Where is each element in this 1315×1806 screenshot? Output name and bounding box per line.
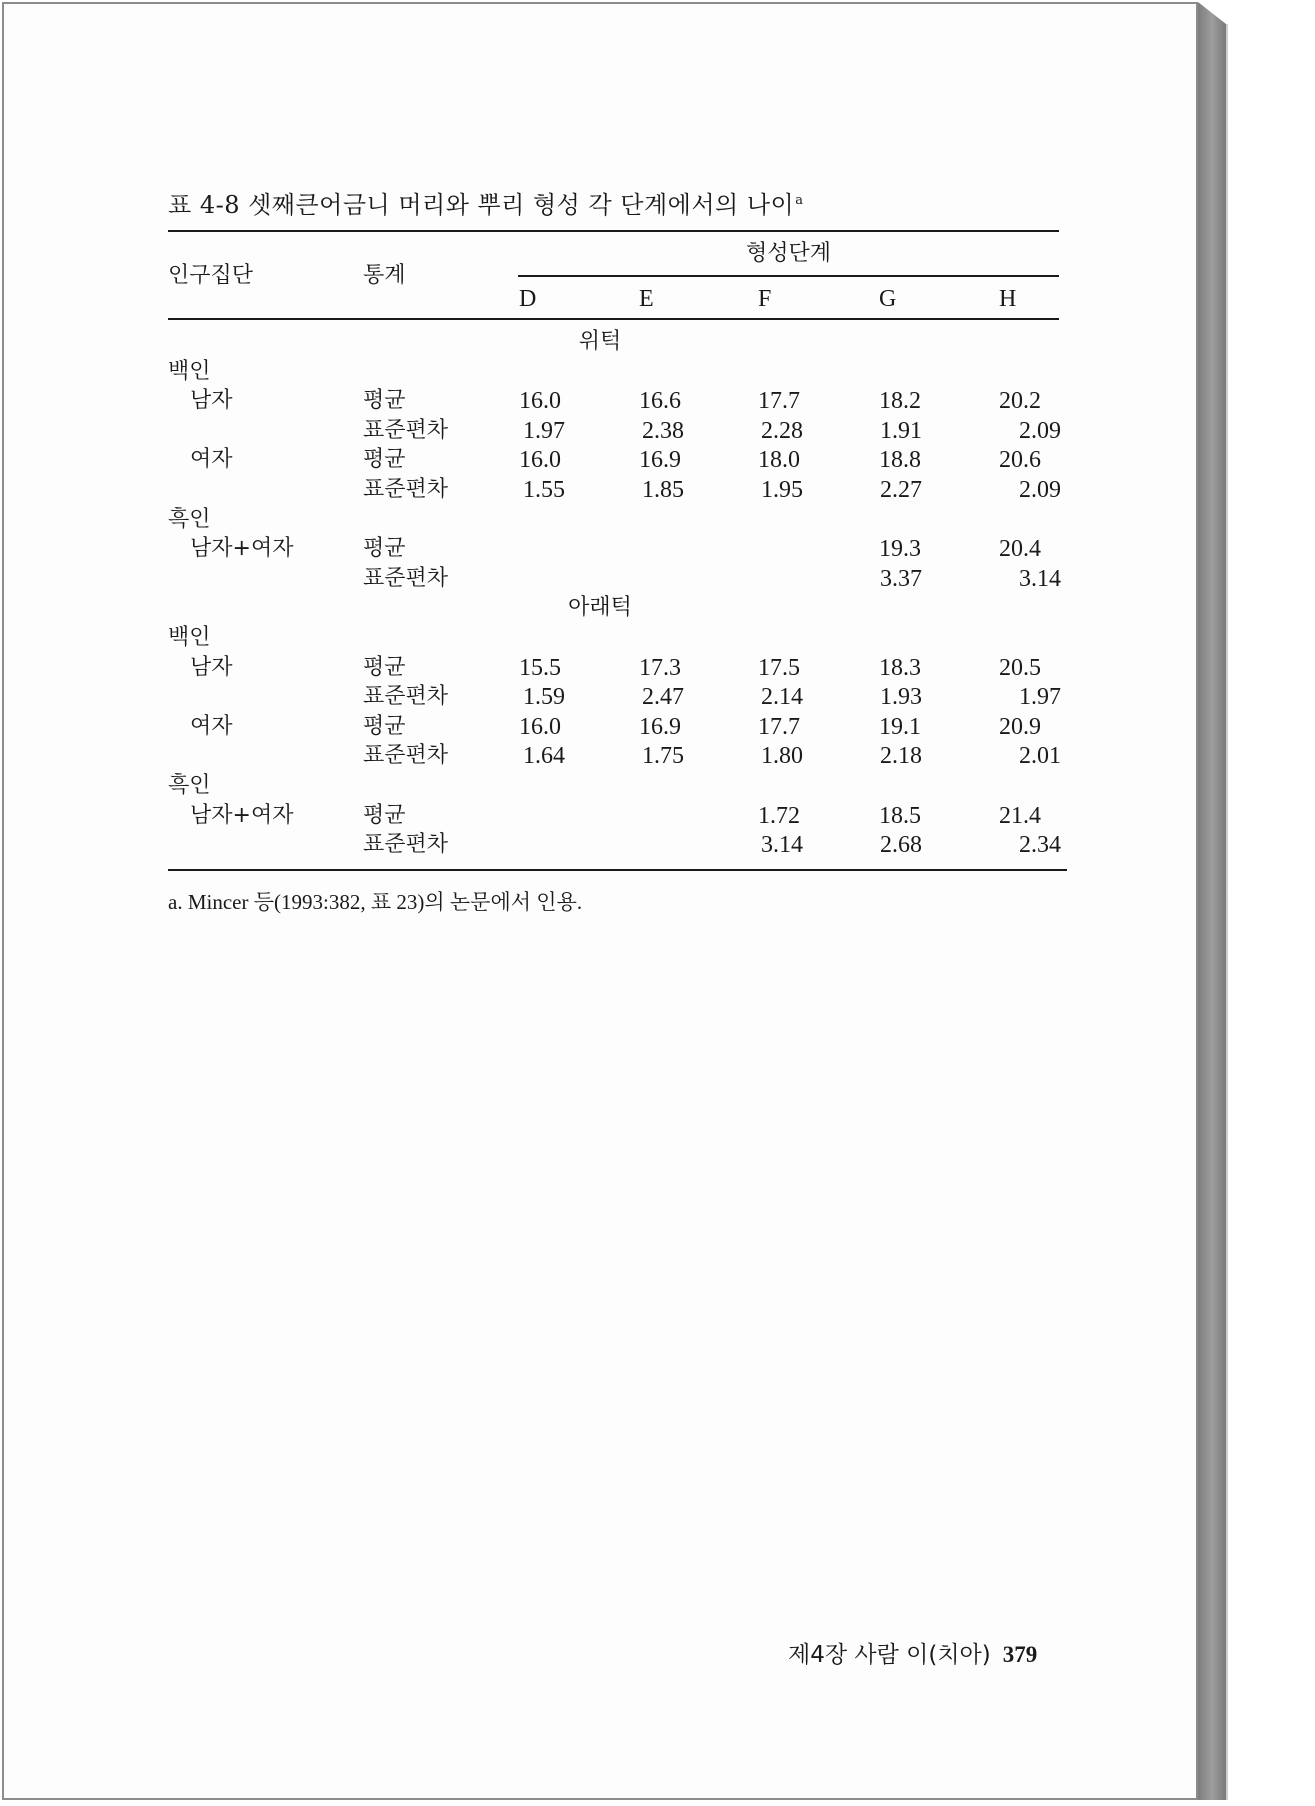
header-stat: 통계: [363, 263, 406, 288]
table-cell: 1.97: [523, 417, 565, 444]
subgroup-label: 남자+여자: [190, 802, 294, 828]
table-cell: 18.0: [758, 447, 800, 474]
stat-label: 표준편차: [363, 417, 449, 443]
group-label: 흑인: [168, 773, 211, 798]
page-number: 379: [1002, 1642, 1038, 1667]
table-cell: 18.3: [879, 654, 921, 681]
table-footnote: a. Mincer 등(1993:382, 표 23)의 논문에서 인용.: [168, 890, 583, 914]
table-cell: 3.14: [1019, 565, 1061, 592]
stat-label: 표준편차: [363, 684, 449, 710]
table-cell: 18.5: [879, 802, 921, 829]
stage-header-e: E: [639, 286, 654, 312]
stat-label: 평균: [363, 536, 406, 562]
table-title-footnote-mark: a: [795, 193, 804, 208]
table-cell: 1.75: [642, 743, 684, 770]
book-spine-edge: [1226, 24, 1228, 1800]
table-cell: 17.5: [758, 654, 800, 681]
table-cell: 20.2: [999, 388, 1041, 415]
table-cell: 18.8: [879, 447, 921, 474]
header-group: 인구집단: [168, 263, 254, 288]
table-cell: 16.0: [519, 388, 561, 415]
table-cell: 1.91: [880, 417, 922, 444]
stat-label: 평균: [363, 713, 406, 739]
subgroup-label: 남자: [190, 388, 233, 414]
table-cell: 1.59: [523, 684, 565, 711]
table-cell: 16.9: [639, 447, 681, 474]
table-cell: 16.0: [519, 447, 561, 474]
table-cell: 20.5: [999, 654, 1041, 681]
group-label: 백인: [168, 358, 211, 384]
stage-header-rule: [518, 275, 1059, 277]
table-title-text: 표 4-8 셋째큰어금니 머리와 뿌리 형성 각 단계에서의 나이: [168, 191, 795, 219]
group-label: 백인: [168, 625, 211, 650]
header-bottom-rule: [168, 318, 1059, 320]
table-cell: 1.95: [761, 477, 803, 503]
table-cell: 3.37: [880, 565, 922, 592]
table-cell: 2.09: [1019, 477, 1061, 503]
table-cell: 16.6: [639, 388, 681, 415]
stat-label: 평균: [363, 388, 406, 414]
table-top-rule: [168, 230, 1059, 232]
table-cell: 18.2: [879, 388, 921, 415]
table-cell: 1.85: [642, 477, 684, 503]
table-cell: 2.01: [1019, 743, 1061, 770]
table-cell: 2.28: [761, 417, 803, 444]
header-stage: 형성단계: [746, 241, 832, 266]
table-cell: 3.14: [761, 832, 803, 859]
table-cell: 20.9: [999, 713, 1041, 740]
table-cell: 1.97: [1019, 684, 1061, 711]
group-label: 흑인: [168, 506, 211, 532]
table-cell: 1.80: [761, 743, 803, 770]
stage-header-f: F: [758, 286, 772, 312]
table-cell: 2.47: [642, 684, 684, 711]
stat-label: 표준편차: [363, 743, 449, 769]
stage-header-h: H: [999, 286, 1017, 312]
subgroup-label: 남자+여자: [190, 536, 294, 562]
subgroup-label: 여자: [190, 447, 233, 473]
table-cell: 2.18: [880, 743, 922, 770]
table-cell: 16.9: [639, 713, 681, 740]
table-cell: 2.68: [880, 832, 922, 859]
stat-label: 표준편차: [363, 565, 449, 591]
table-title: [168, 185, 804, 220]
table-cell: 1.64: [523, 743, 565, 770]
table-cell: 15.5: [519, 654, 561, 681]
table-cell: 16.0: [519, 713, 561, 740]
table-cell: 20.6: [999, 447, 1041, 474]
table-cell: 21.4: [999, 802, 1041, 829]
table-cell: 2.14: [761, 684, 803, 711]
stat-label: 평균: [363, 447, 406, 473]
subgroup-label: 남자: [190, 654, 233, 680]
table-cell: 19.3: [879, 536, 921, 563]
section-label: 아래턱: [568, 595, 632, 621]
table-cell: 1.93: [880, 684, 922, 711]
table-bottom-rule: [168, 869, 1067, 871]
stat-label: 표준편차: [363, 832, 449, 858]
table-cell: 19.1: [879, 713, 921, 740]
stat-label: 평균: [363, 654, 406, 680]
section-label: 위턱: [578, 329, 622, 354]
page-footer: [788, 1636, 1037, 1669]
stage-header-d: D: [519, 286, 537, 312]
table-cell: 17.7: [758, 388, 800, 415]
table-cell: 1.72: [758, 802, 800, 829]
table-cell: 2.34: [1019, 832, 1061, 859]
table-cell: 1.55: [523, 477, 565, 503]
table-cell: 17.3: [639, 654, 681, 681]
table-cell: 17.7: [758, 713, 800, 740]
stat-label: 평균: [363, 802, 406, 828]
table-cell: 2.09: [1019, 417, 1061, 444]
stat-label: 표준편차: [363, 477, 449, 502]
book-spine: [1198, 2, 1226, 1800]
table-cell: 20.4: [999, 536, 1041, 563]
chapter-title: 제4장 사람 이(치아): [788, 1642, 991, 1668]
table-cell: 2.27: [880, 477, 922, 503]
table-cell: 2.38: [642, 417, 684, 444]
subgroup-label: 여자: [190, 713, 233, 739]
stage-header-g: G: [879, 286, 897, 312]
